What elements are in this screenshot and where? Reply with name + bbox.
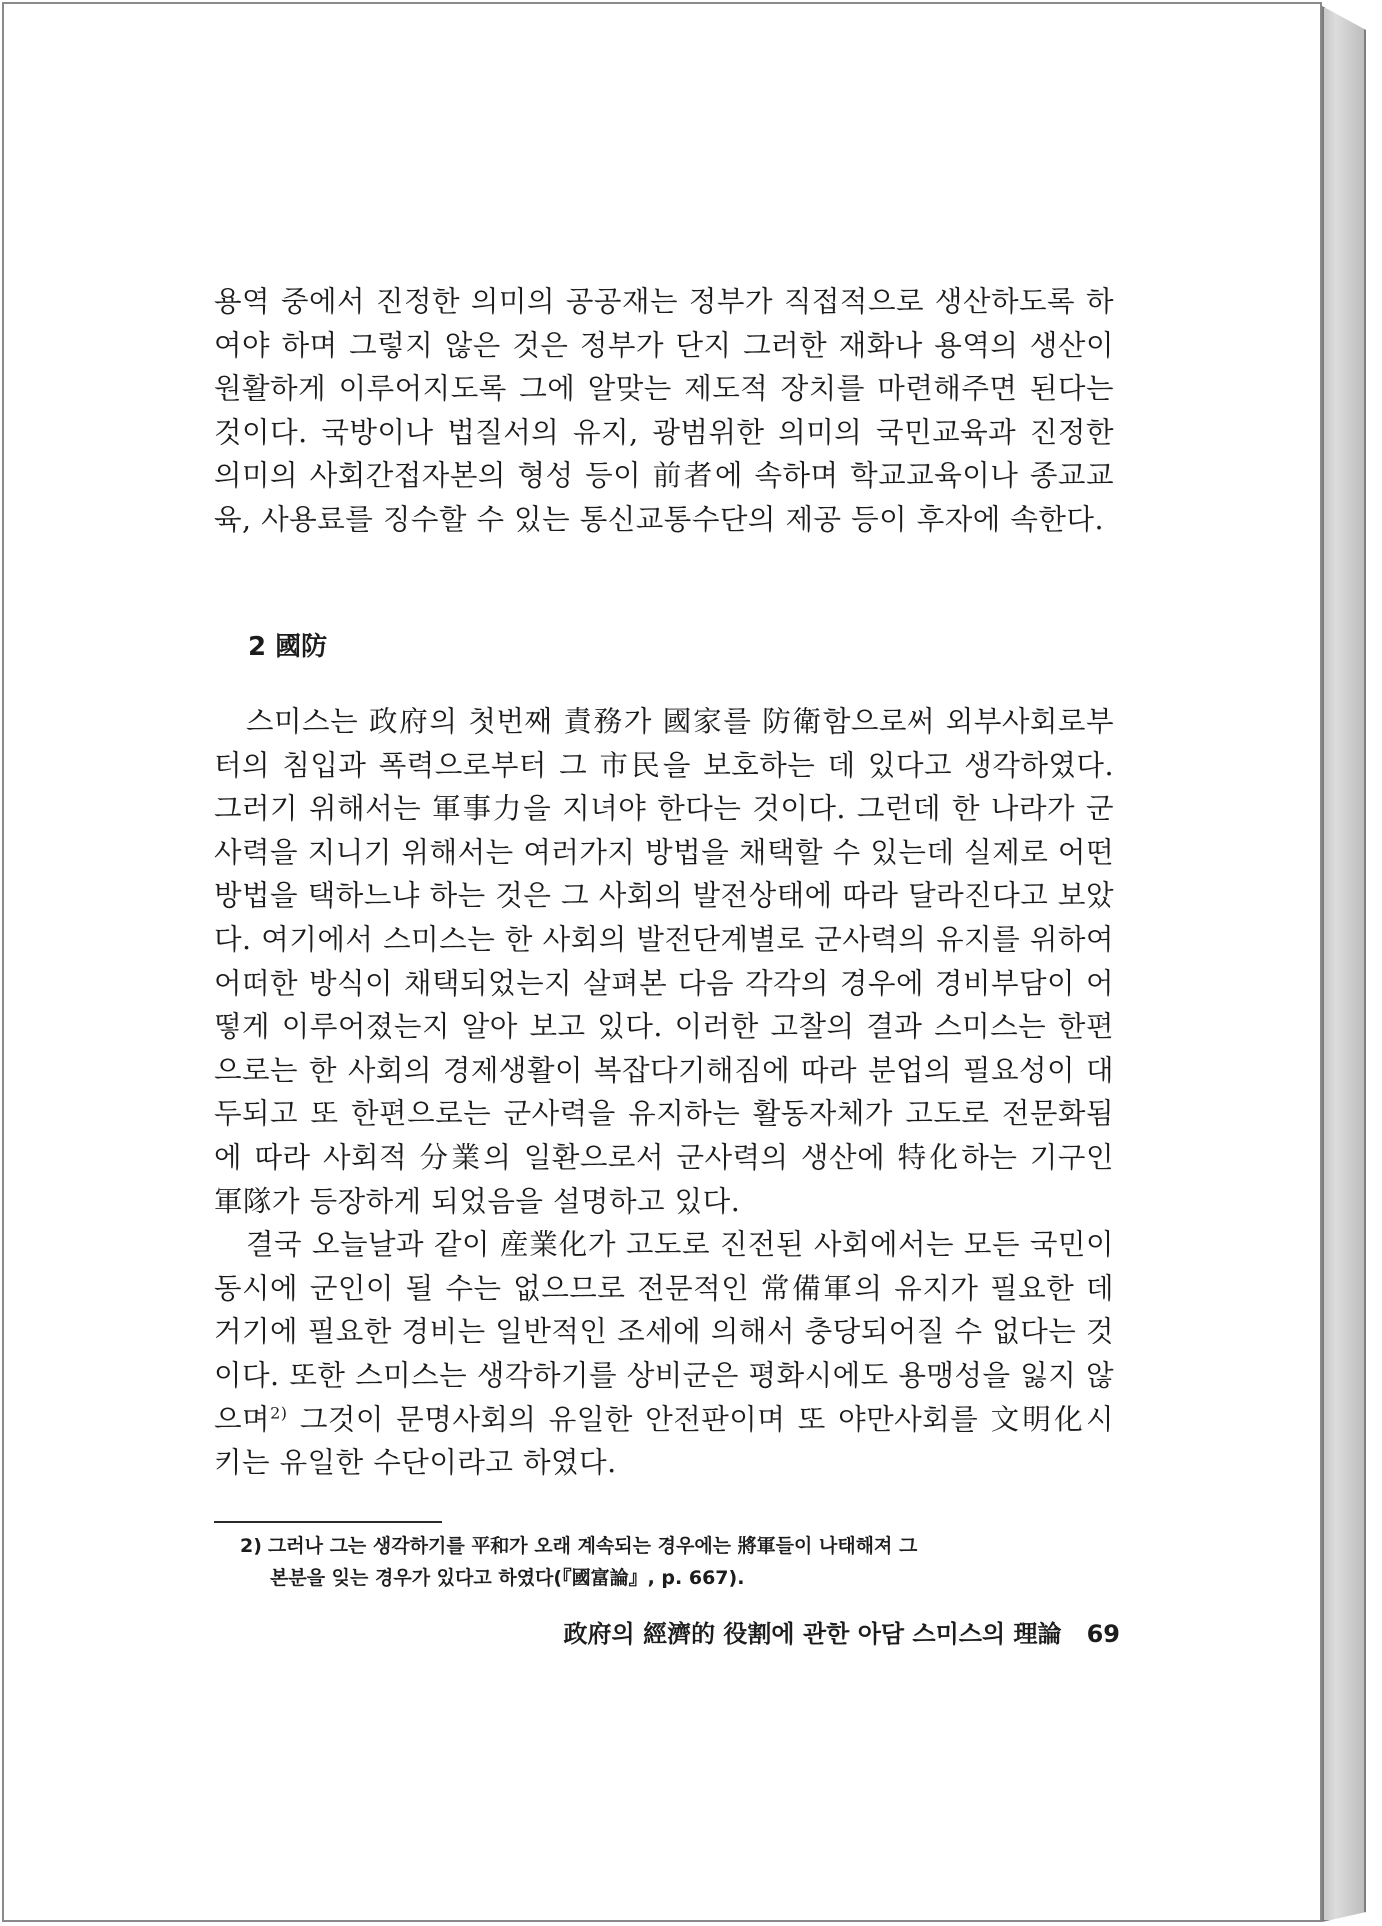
intro-block [214,280,1114,542]
page-number: 69 [1086,1620,1120,1648]
paragraph-2-text-a: 결국 오늘날과 같이 産業化가 고도로 진전된 사회에서는 모든 국민이 동시에 군인이 될 수는 없으므로 전문적인 常備軍의 유지가 필요한 데 거기에 필요한 경비는 일반적인 조세에 의해서 충당되어질 수 없다는 것이다. 또한 스미스는 생각하기를 상비군은 평화시에도 용맹성을 잃지 않으며 [214,1228,1114,1436]
paragraph-2-text-b: 그것이 문명사회의 유일한 안전판이며 또 야만사회를 文明化시키는 유일한 수단이라고 하였다. [214,1402,1114,1480]
body-paragraph-1: 스미스는 政府의 첫번째 責務가 國家를 防衛함으로써 외부사회로부터의 침입과 폭력으로부터 그 市民을 보호하는 데 있다고 생각하였다. 그러기 위해서는 軍事力을 지녀야 한다는 것이다. 그런데 한 나라가 군사력을 지니기 위해서는 여러가지 방법을 채택할 수 있는데 실제로 어떤 방법을 택하느냐 하는 것은 그 사회의 발전상태에 따라 달라진다고 보았다. 여기에서 스미스는 한 사회의 발전단계별로 군사력의 유지를 위하여 어떠한 방식이 채택되었는지 살펴본 다음 각각의 경우에 경비부담이 어떻게 이루어졌는지 알아 보고 있다. 이러한 고찰의 결과 스미스는 한편으로는 한 사회의 경제생활이 복잡다기해짐에 따라 분업의 필요성이 대두되고 또 한편으로는 군사력을 유지하는 활동자체가 고도로 전문화됨에 따라 사회적 分業의 일환으로서 군사력의 생산에 特化하는 기구인 軍隊가 등장하게 되었음을 설명하고 있다. [214,705,1114,1218]
section-heading: 2 國防 [248,632,328,662]
intro-paragraph: 용역 중에서 진정한 의미의 공공재는 정부가 직접적으로 생산하도록 하여야 하며 그렇지 않은 것은 정부가 단지 그러한 재화나 용역의 생산이 원활하게 이루어지도록 그에 알맞는 제도적 장치를 마련해주면 된다는 것이다. 국방이나 법질서의 유지, 광범위한 의미의 국민교육과 진정한 의미의 사회간접자본의 형성 등이 前者에 속하며 학교교육이나 종교교육, 사용료를 징수할 수 있는 통신교통수단의 제공 등이 후자에 속한다. [214,285,1114,536]
footnote-divider [214,1521,442,1523]
running-footer [480,1614,1120,1649]
footnote-number: 2) [240,1535,262,1557]
footnote [240,1530,1114,1594]
footnote-line-1: 그러나 그는 생각하기를 平和가 오래 계속되는 경우에는 將軍들이 나태해져 그 [267,1535,918,1557]
page-stack-edge [1322,6,1366,1922]
footnote-marker: 2) [270,1403,288,1422]
body-paragraph-2 [214,1223,1114,1485]
running-footer-title: 政府의 經濟的 役割에 관한 아담 스미스의 理論 [563,1620,1062,1648]
section-body [214,700,1114,1485]
footnote-line-2: 본분을 잊는 경우가 있다고 하였다(『國富論』, p. 667). [270,1567,745,1589]
